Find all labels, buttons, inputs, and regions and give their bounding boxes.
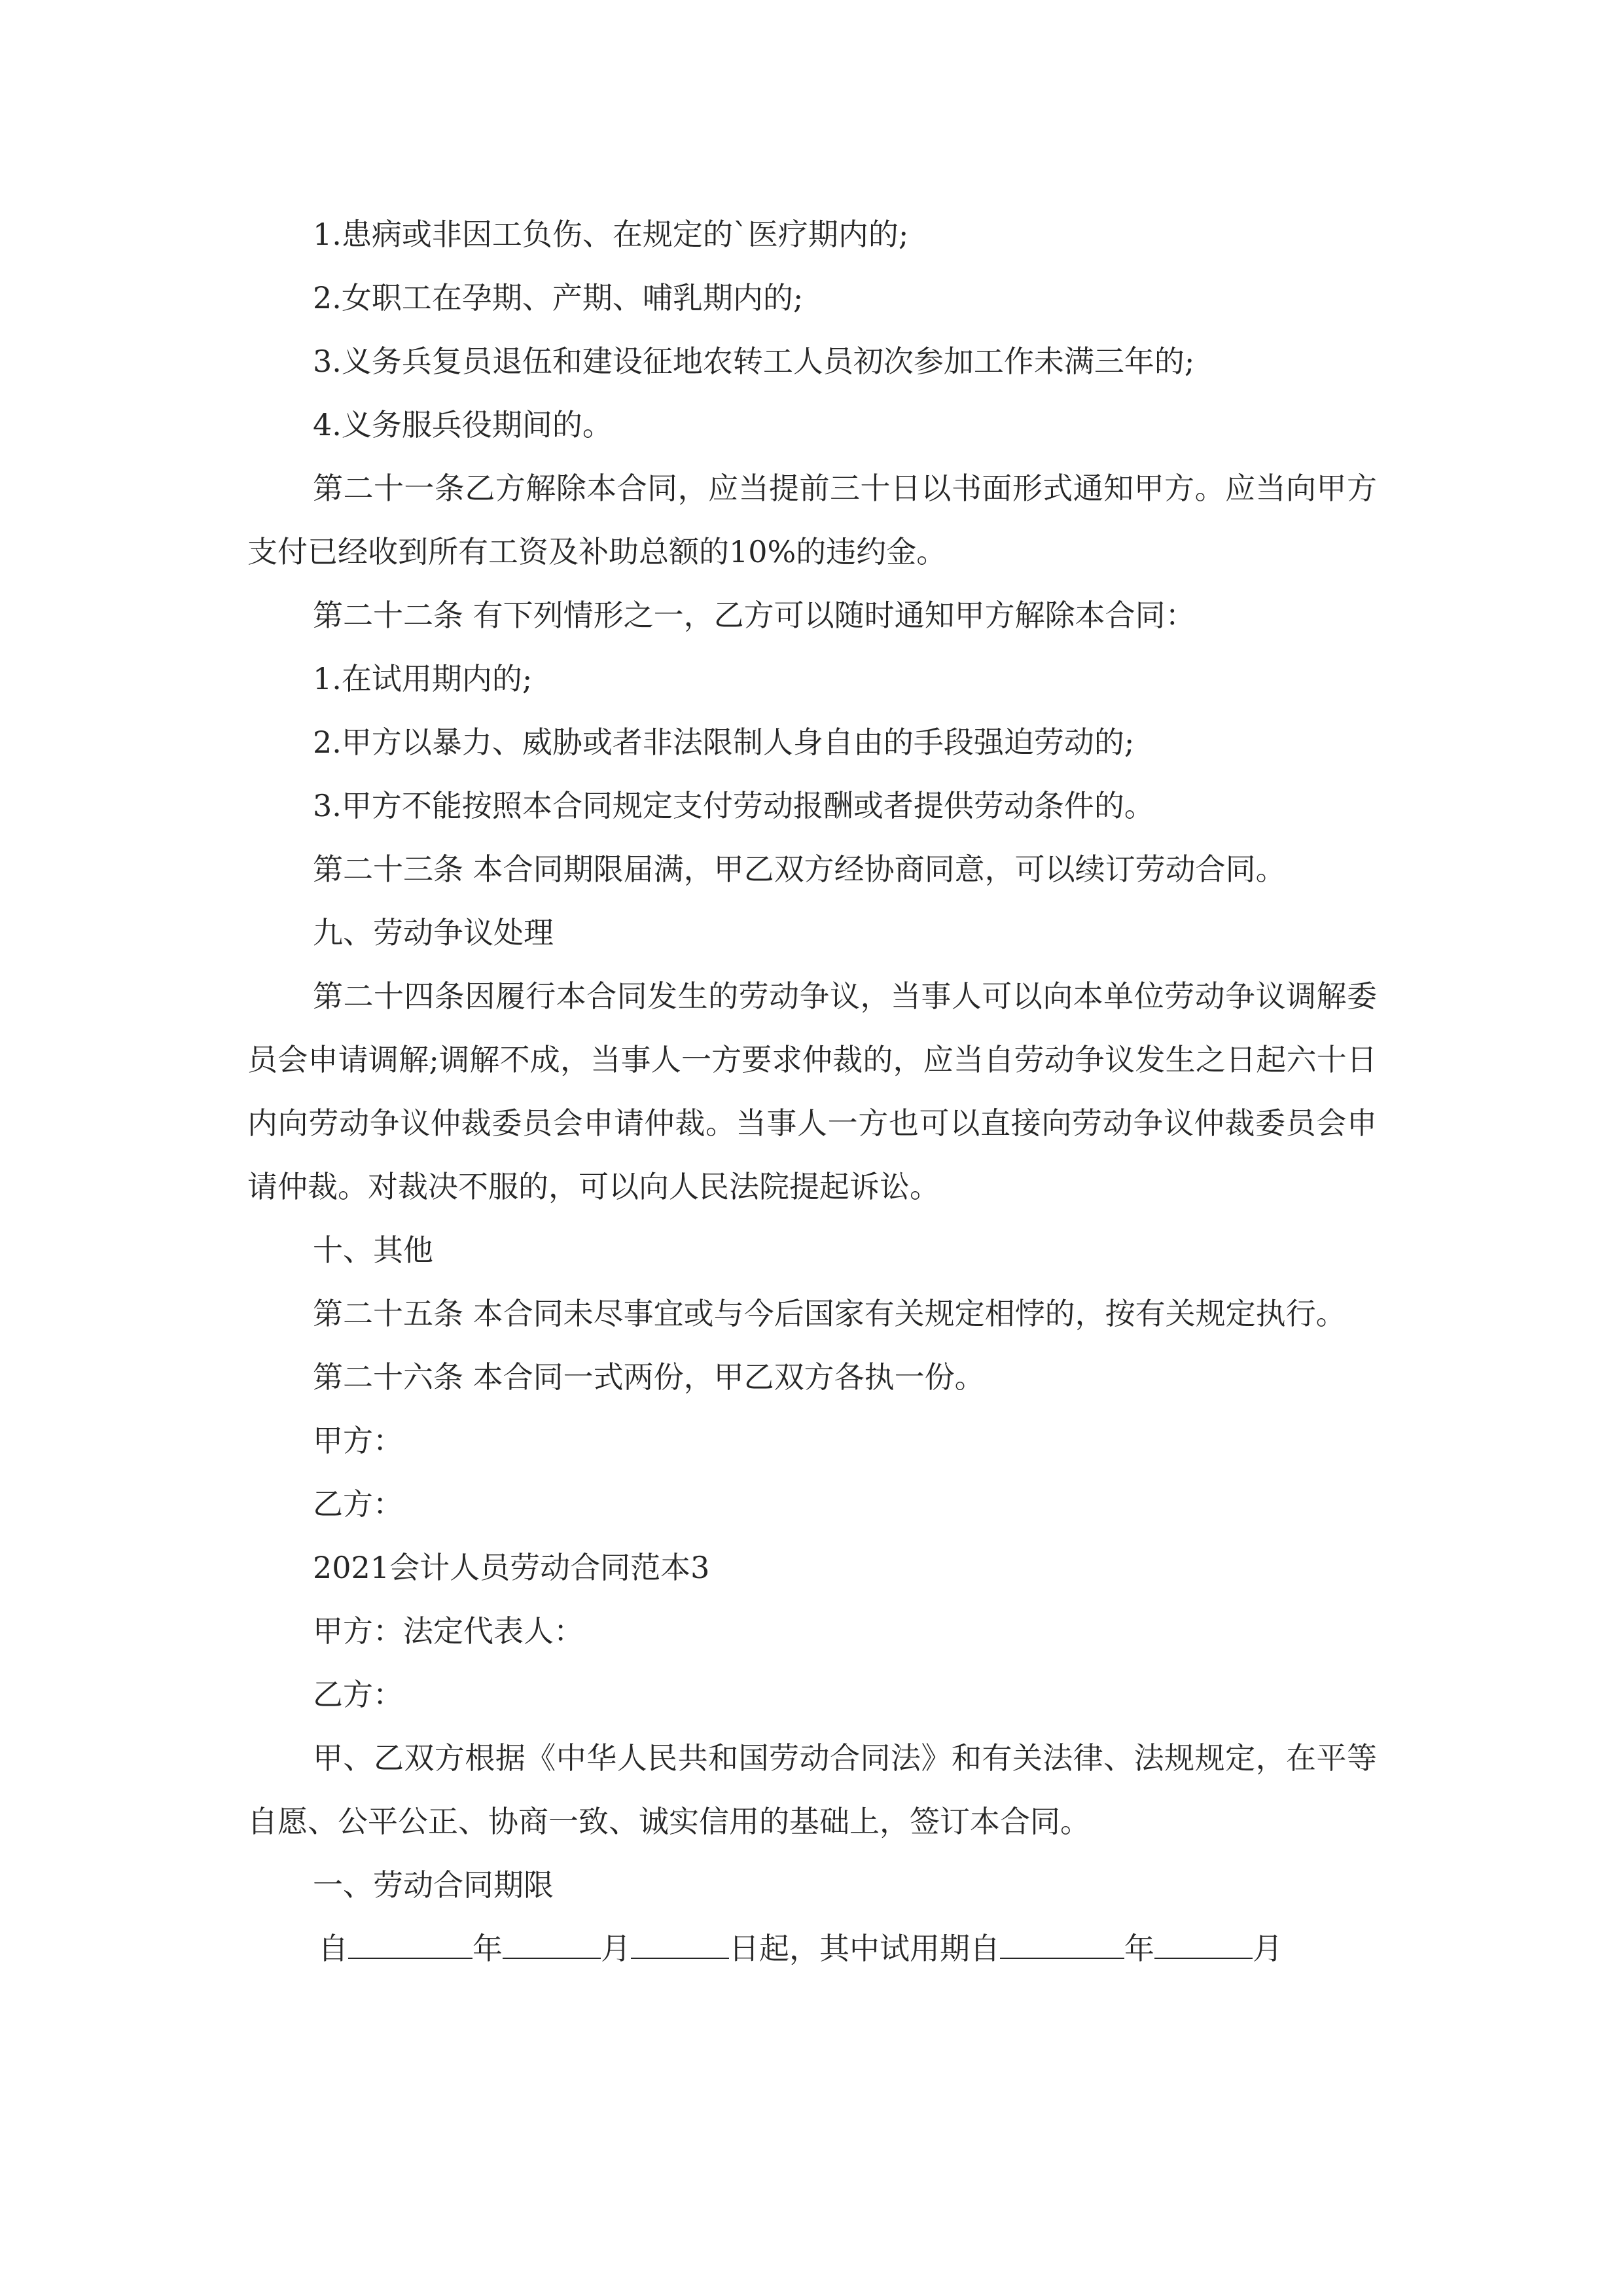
list-item: 4.义务服兵役期间的。	[313, 407, 613, 442]
year-text: 年	[473, 1931, 503, 1966]
section-heading-10: 十、其他	[313, 1232, 433, 1268]
preamble: 甲、乙双方根据《中华人民共和国劳动合同法》和有关法律、法规规定，在平等自愿、公平公正、协商一致、诚实信用的基础上，签订本合同。	[247, 1740, 1377, 1839]
document-body	[247, 203, 1377, 1981]
start-month-blank[interactable]	[503, 1918, 601, 1959]
party-a-label: 甲方：	[313, 1423, 403, 1458]
list-item: 2.甲方以暴力、威胁或者非法限制人身自由的手段强迫劳动的;	[313, 725, 1135, 760]
section-heading-9: 九、劳动争议处理	[313, 915, 554, 950]
year2-text: 年	[1124, 1931, 1154, 1966]
month-text: 月	[601, 1931, 631, 1966]
article-22: 第二十二条 有下列情形之一，乙方可以随时通知甲方解除本合同：	[313, 598, 1196, 633]
probation-year-blank[interactable]	[1000, 1918, 1124, 1959]
list-item: 3.甲方不能按照本合同规定支付劳动报酬或者提供劳动条件的。	[313, 788, 1154, 823]
from-text: 自	[318, 1931, 348, 1966]
article-23: 第二十三条 本合同期限届满，甲乙双方经协商同意，可以续订劳动合同。	[313, 852, 1286, 887]
template-title: 2021会计人员劳动合同范本3	[313, 1550, 710, 1585]
list-item: 1.在试用期内的;	[313, 661, 533, 696]
list-item: 2.女职工在孕期、产期、哺乳期内的;	[313, 280, 804, 315]
party-b-label: 乙方：	[313, 1486, 403, 1522]
probation-month-blank[interactable]	[1154, 1918, 1253, 1959]
article-26: 第二十六条 本合同一式两份，甲乙双方各执一份。	[313, 1359, 985, 1395]
start-day-blank[interactable]	[631, 1918, 729, 1959]
party-b-label: 乙方：	[313, 1677, 403, 1712]
day-start-text: 日起，其中试用期自	[729, 1931, 1000, 1966]
party-a-representative: 甲方：法定代表人：	[313, 1613, 584, 1649]
contract-term-line	[247, 1917, 1377, 1981]
list-item: 3.义务兵复员退伍和建设征地农转工人员初次参加工作未满三年的;	[313, 344, 1195, 379]
month2-text: 月	[1253, 1931, 1283, 1966]
article-24: 第二十四条因履行本合同发生的劳动争议，当事人可以向本单位劳动争议调解委员会申请调解;调解不成，当事人一方要求仲裁的，应当自劳动争议发生之日起六十日内向劳动争议仲裁委员会申请仲裁。当事人一方也可以直接向劳动争议仲裁委员会申请仲裁。对裁决不服的，可以向人民法院提起诉讼。	[247, 978, 1377, 1204]
list-item: 1.患病或非因工负伤、在规定的`医疗期内的;	[313, 217, 909, 252]
article-25: 第二十五条 本合同未尽事宜或与今后国家有关规定相悖的，按有关规定执行。	[313, 1296, 1346, 1331]
section-heading-1: 一、劳动合同期限	[313, 1867, 554, 1903]
start-year-blank[interactable]	[348, 1918, 473, 1959]
article-21: 第二十一条乙方解除本合同，应当提前三十日以书面形式通知甲方。应当向甲方支付已经收到所有工资及补助总额的10%的违约金。	[247, 471, 1377, 569]
